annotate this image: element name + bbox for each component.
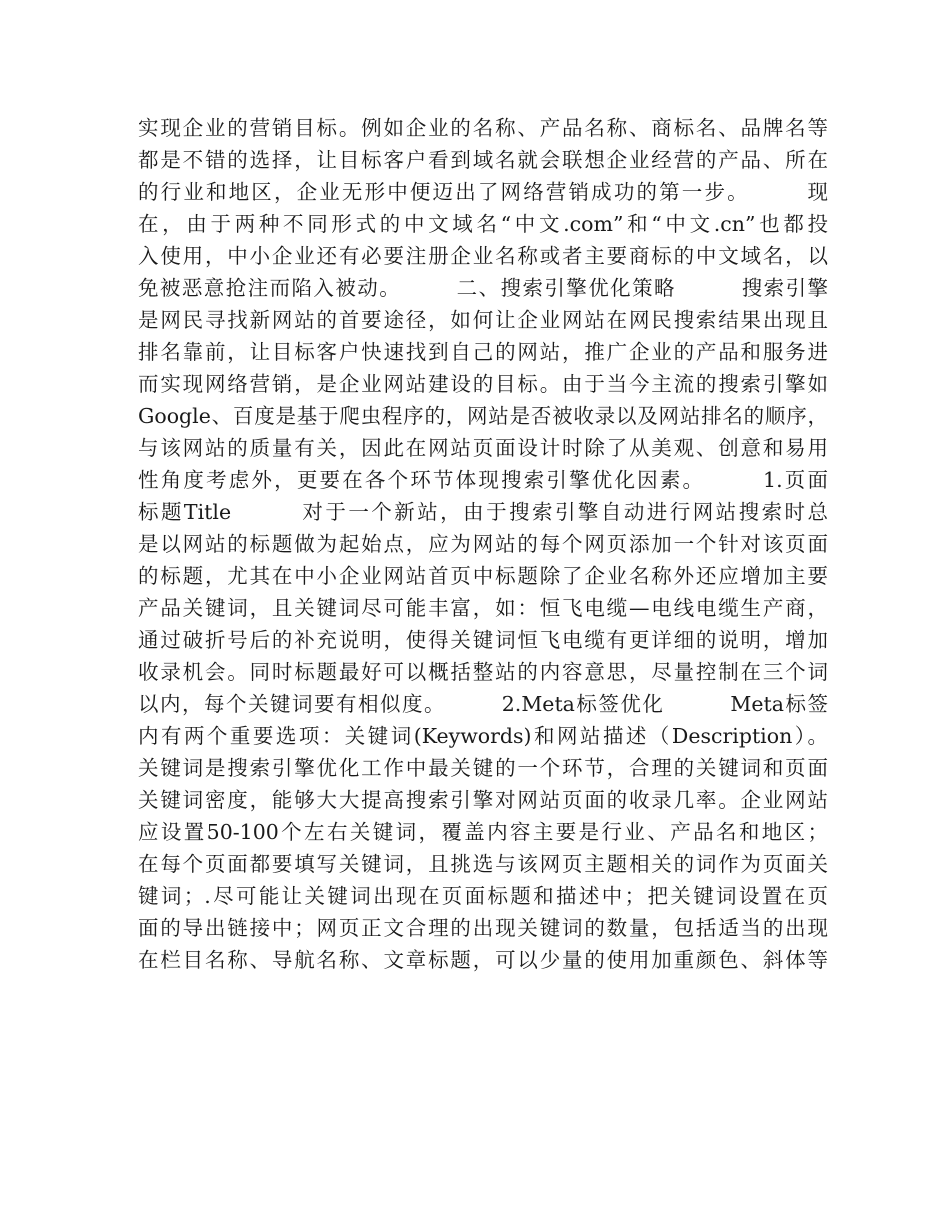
text-line: 都是不错的选择，让目标客户看到域名就会联想企业经营的产品、所在 [138,148,828,172]
text-line: 产品关键词，且关键词尽可能丰富，如：恒飞电缆—电线电缆生产商， [138,596,828,620]
text-line: 的行业和地区，企业无形中便迈出了网络营销成功的第一步。 现 [138,180,828,204]
text-line: 以内，每个关键词要有相似度。 2.Meta标签优化 Meta标签 [138,692,828,716]
text-line: 应设置50-100个左右关键词，覆盖内容主要是行业、产品名和地区； [138,820,828,844]
text-line: 是以网站的标题做为起始点，应为网站的每个网页添加一个针对该页面 [138,532,828,556]
text-line: 免被恶意抢注而陷入被动。 二、搜索引擎优化策略 搜索引擎 [138,276,828,300]
text-line: 内有两个重要选项：关键词(Keywords)和网站描述（Description）。 [138,724,828,748]
text-line: 的标题，尤其在中小企业网站首页中标题除了企业名称外还应增加主要 [138,564,828,588]
text-line: 在栏目名称、导航名称、文章标题，可以少量的使用加重颜色、斜体等 [138,948,828,972]
text-line: 关键词是搜索引擎优化工作中最关键的一个环节，合理的关键词和页面 [138,756,828,780]
text-line: 面的导出链接中；网页正文合理的出现关键词的数量，包括适当的出现 [138,916,828,940]
text-line: 键词；.尽可能让关键词出现在页面标题和描述中；把关键词设置在页 [138,884,828,908]
text-line: 实现企业的营销目标。例如企业的名称、产品名称、商标名、品牌名等 [138,116,828,140]
text-line: 收录机会。同时标题最好可以概括整站的内容意思，尽量控制在三个词 [138,660,828,684]
text-line: 在每个页面都要填写关键词，且挑选与该网页主题相关的词作为页面关 [138,852,828,876]
text-line: 入使用，中小企业还有必要注册企业名称或者主要商标的中文域名，以 [138,244,828,268]
text-line: 标题Title 对于一个新站，由于搜索引擎自动进行网站搜索时总 [138,500,828,524]
text-line: 性角度考虑外，更要在各个环节体现搜索引擎优化因素。 1.页面 [138,468,828,492]
body-text [138,112,828,976]
text-line: 而实现网络营销，是企业网站建设的目标。由于当今主流的搜索引擎如 [138,372,828,396]
text-line: 关键词密度，能够大大提高搜索引擎对网站页面的收录几率。企业网站 [138,788,828,812]
text-line: 与该网站的质量有关，因此在网站页面设计时除了从美观、创意和易用 [138,436,828,460]
text-line: 通过破折号后的补充说明，使得关键词恒飞电缆有更详细的说明，增加 [138,628,828,652]
text-line: Google、百度是基于爬虫程序的，网站是否被收录以及网站排名的顺序， [138,404,828,428]
text-line: 是网民寻找新网站的首要途径，如何让企业网站在网民搜索结果出现且 [138,308,828,332]
text-line: 在，由于两种不同形式的中文域名“中文.com”和“中文.cn”也都投 [138,212,828,236]
text-line: 排名靠前，让目标客户快速找到自己的网站，推广企业的产品和服务进 [138,340,828,364]
